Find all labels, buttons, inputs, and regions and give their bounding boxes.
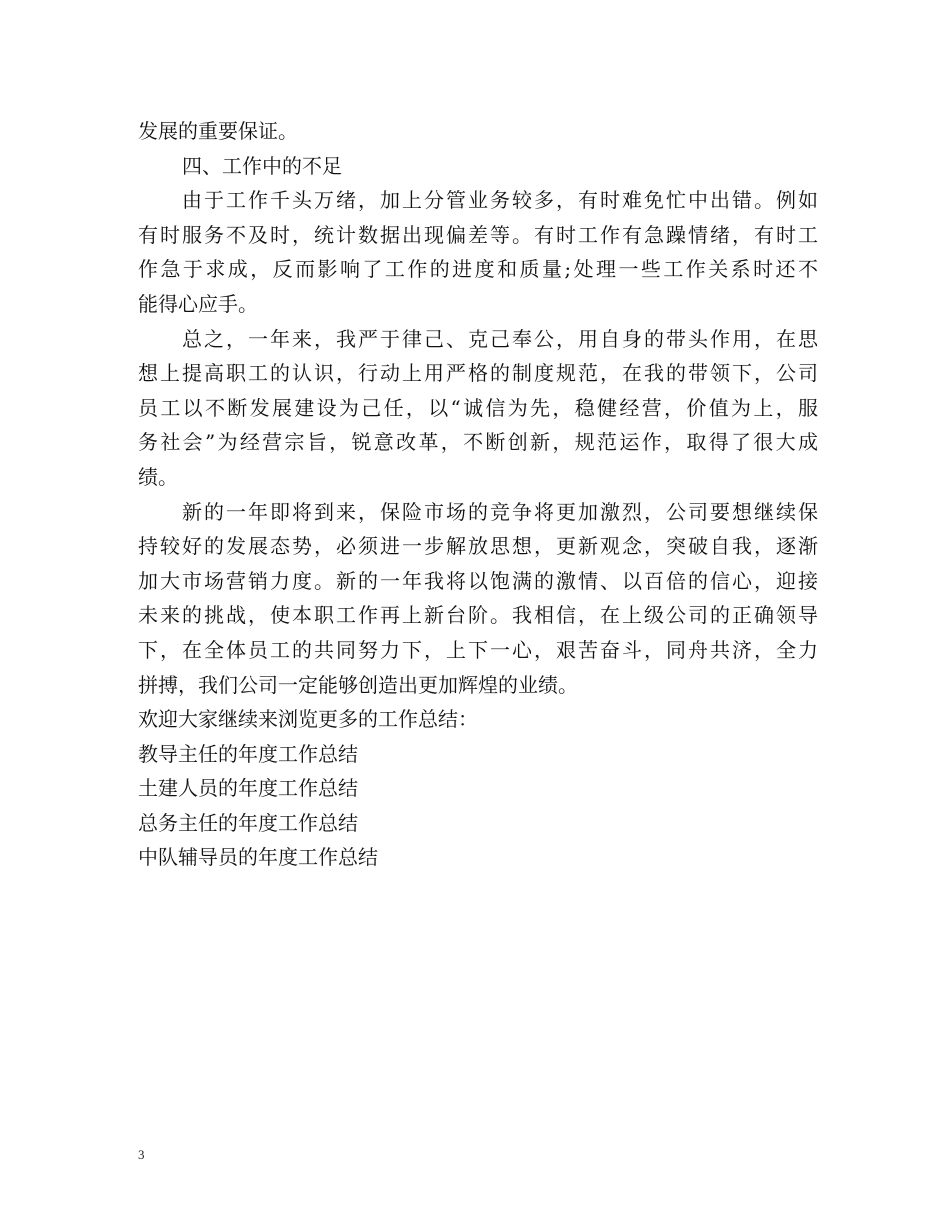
paragraph-line: 总之，一年来，我严于律己、克己奉公，用自身的带头作用，在思: [182, 326, 818, 351]
paragraph-line: 务社会”为经营宗旨，锐意改革，不断创新，规范运作，取得了很大成: [138, 430, 818, 455]
paragraph-line: 能得心应手。: [138, 291, 258, 316]
related-links-list: [138, 737, 818, 875]
paragraph-line: 由于工作千头万绪，加上分管业务较多，有时难免忙中出错。例如: [182, 188, 818, 213]
paragraph-line: 想上提高职工的认识，行动上用严格的制度规范，在我的带领下，公司: [138, 361, 818, 386]
continuation-text: 发展的重要保证。: [138, 119, 298, 143]
paragraph-outlook: [138, 495, 818, 703]
related-link-item[interactable]: 总务主任的年度工作总结: [138, 810, 358, 835]
paragraph-summary: [138, 322, 818, 495]
more-intro-text: 欢迎大家继续来浏览更多的工作总结：: [138, 707, 478, 732]
document-body: [138, 114, 818, 875]
paragraph-line: 加大市场营销力度。新的一年我将以饱满的激情、以百倍的信心，迎接: [138, 568, 818, 593]
paragraph-line: 员工以不断发展建设为己任，以“诚信为先，稳健经营，价值为上，服: [138, 395, 818, 420]
related-link-item[interactable]: 中队辅导员的年度工作总结: [138, 845, 378, 870]
paragraph-line: 新的一年即将到来，保险市场的竞争将更加激烈，公司要想继续保: [182, 499, 818, 524]
related-link-item[interactable]: 土建人员的年度工作总结: [138, 776, 358, 801]
section-heading: 四、工作中的不足: [182, 153, 342, 178]
paragraph-line: 有时服务不及时，统计数据出现偏差等。有时工作有急躁情绪，有时工: [138, 222, 818, 247]
page-number: 3: [138, 1147, 145, 1162]
paragraph-line: 绩。: [138, 464, 178, 489]
paragraph-line: 作急于求成，反而影响了工作的进度和质量;处理一些工作关系时还不: [138, 257, 818, 282]
paragraph-line: 下，在全体员工的共同努力下，上下一心，艰苦奋斗，同舟共济，全力: [138, 637, 818, 662]
paragraph-line: 拼搏，我们公司一定能够创造出更加辉煌的业绩。: [138, 672, 578, 697]
paragraph-line: 未来的挑战，使本职工作再上新台阶。我相信，在上级公司的正确领导: [138, 603, 818, 628]
paragraph-shortcomings: [138, 183, 818, 321]
related-link-item[interactable]: 教导主任的年度工作总结: [138, 741, 358, 766]
paragraph-line: 持较好的发展态势，必须进一步解放思想，更新观念，突破自我，逐渐: [138, 534, 818, 559]
